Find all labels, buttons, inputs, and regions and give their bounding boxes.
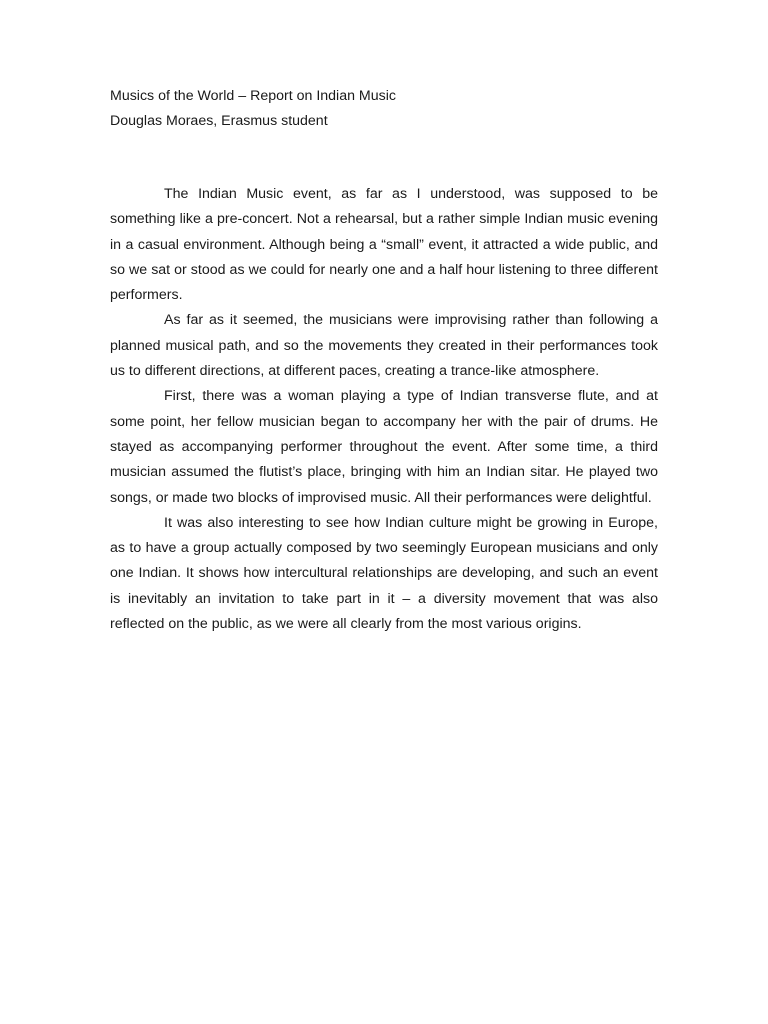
paragraph-2: As far as it seemed, the musicians were improvising rather than following a planned musical path, and so the movements they created in their performances took us to different directions, at different paces, creating a trance-like atmosphere. (110, 312, 658, 380)
paragraph-1: The Indian Music event, as far as I understood, was supposed to be something like a pre-concert. Not a rehearsal, but a rather simple Indian music evening in a casual environment. Although being a “small” event, it attracted a wide public, and so we sat or stood as we could for nearly one and a half hour listening to three different performers. (110, 186, 658, 304)
document-header (110, 84, 658, 134)
paragraph-3: First, there was a woman playing a type of Indian transverse flute, and at some point, her fellow musician began to accompany her with the pair of drums. He stayed as accompanying performer throughout the event. After some time, a third musician assumed the flutist’s place, bringing with him an Indian sitar. He played two songs, or made two blocks of improvised music. All their performances were delightful. (110, 388, 658, 506)
paragraph-4: It was also interesting to see how Indian culture might be growing in Europe, as to have a group actually composed by two seemingly European musicians and only one Indian. It shows how intercultural relationships are developing, and such an event is inevitably an invitation to take part in it – a diversity movement that was also reflected on the public, as we were all clearly from the most various origins. (110, 514, 658, 633)
document-title: Musics of the World – Report on Indian Music (110, 88, 396, 104)
author-line: Douglas Moraes, Erasmus student (110, 113, 328, 129)
document-body (110, 182, 658, 637)
